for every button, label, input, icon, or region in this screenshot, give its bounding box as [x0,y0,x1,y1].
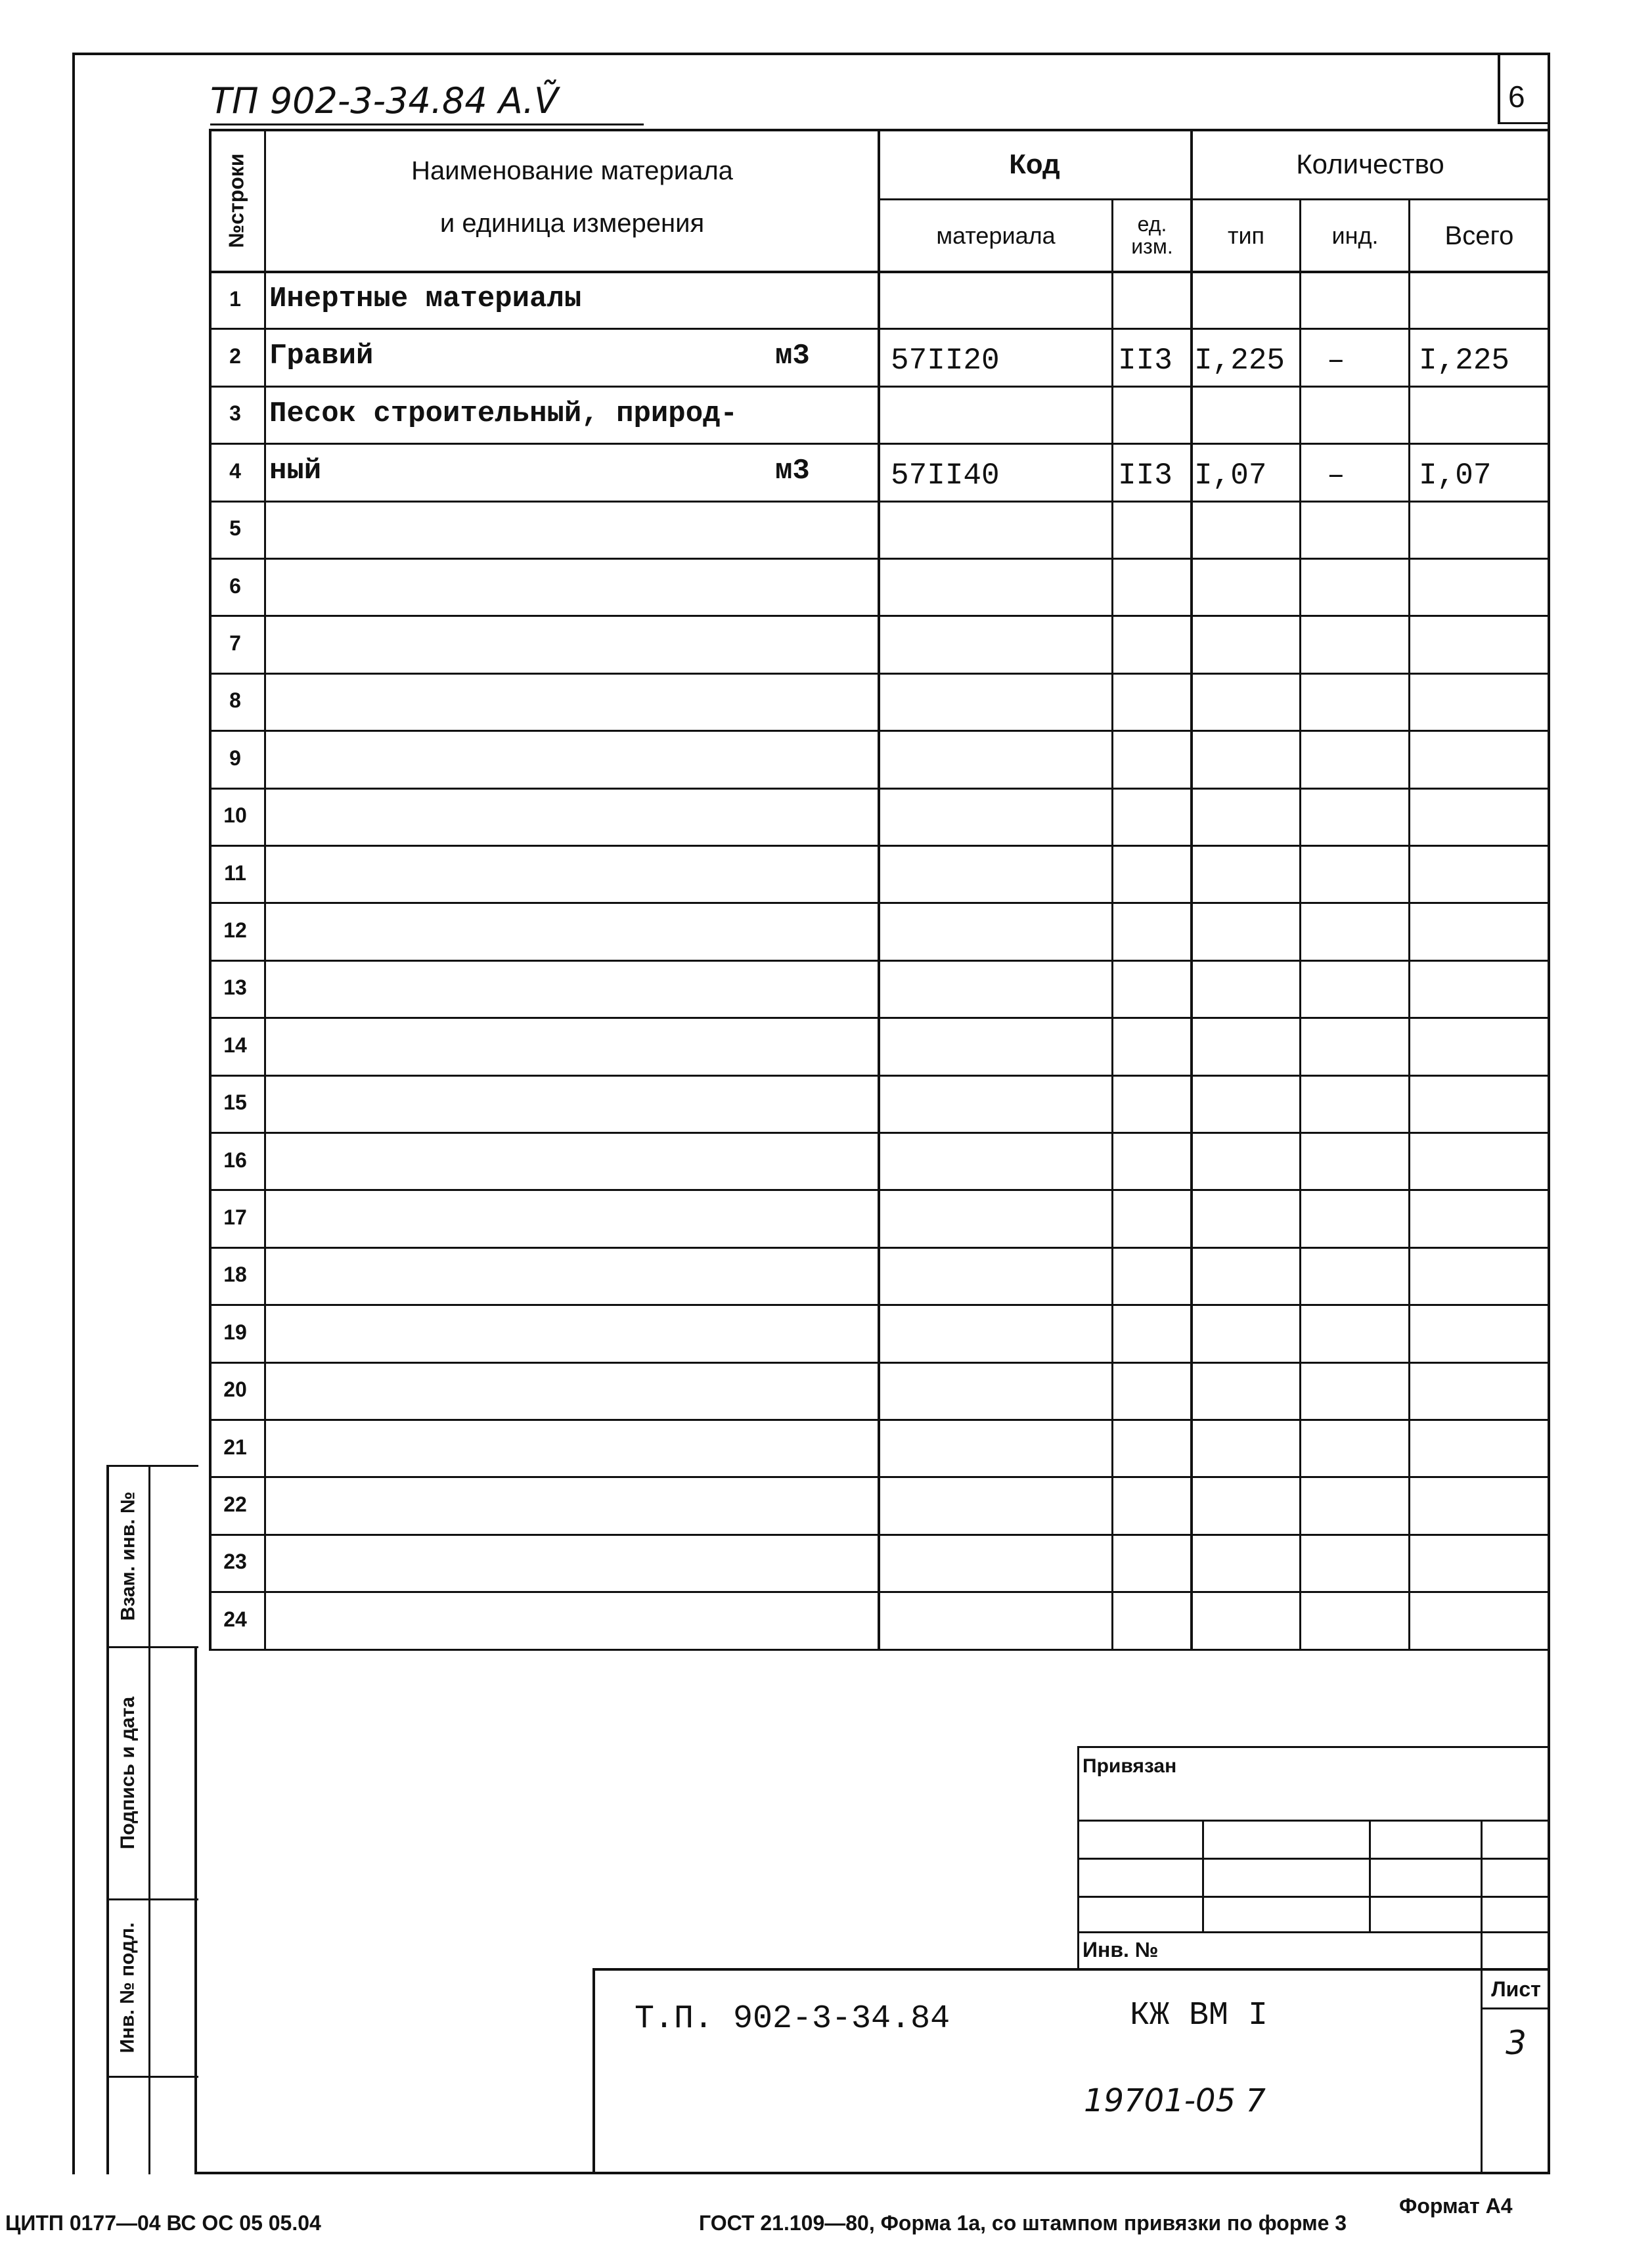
row-number: 21 [223,1435,247,1459]
row-number: 10 [223,803,247,828]
row-number: 18 [223,1263,247,1287]
margin-podpis-data: Подпись и дата [117,1696,139,1850]
page-number: 6 [1508,79,1525,114]
col-name-header-line1: Наименование материала [411,156,733,185]
material-code: 57II40 [891,459,1000,493]
archive-number: 19701-05 7 [1084,2082,1266,2119]
row-number: 15 [223,1090,247,1115]
title-block-code: Т.П. 902-3-34.84 [635,2000,950,2038]
col-code-header: Код [1009,148,1060,179]
privyazan-label: Привязан [1083,1755,1177,1777]
sheet-number: 3 [1506,2024,1527,2062]
qty-ind: – [1327,459,1345,493]
col-name-header-line2: и единица измерения [439,208,705,238]
frame-right [1548,53,1550,2174]
row-number: 23 [223,1550,247,1574]
row-number: 9 [229,746,241,770]
row-number: 20 [223,1378,247,1402]
unit-of-measure: м3 [775,340,810,373]
row-number: 24 [223,1607,247,1631]
col-qty-total-header: Всего [1444,221,1514,250]
col-row-number-header: №строки [224,153,248,248]
row-number: 4 [229,459,241,483]
qty-type: I,07 [1194,459,1267,493]
qty-total: I,07 [1419,459,1492,493]
row-number: 14 [223,1033,247,1057]
frame-left [72,53,75,2174]
unit-of-measure: м3 [775,455,810,488]
frame-top [72,53,1550,55]
col-code-unit-header: ед. изм. [1131,212,1173,258]
qty-ind: – [1327,344,1345,378]
row-number: 6 [229,573,241,598]
col-quantity-header: Количество [1296,148,1444,179]
unit-code: II3 [1118,459,1172,493]
title-block-mark: КЖ ВМ I [1130,1997,1268,2034]
qty-type: I,225 [1194,344,1285,378]
material-code: 57II20 [891,344,1000,378]
doc-code: ТП 902-3-34.84 А.Ṽ [210,80,558,122]
row-number: 22 [223,1492,247,1516]
row-number: 7 [229,631,241,655]
footer-left-code: ЦИТП 0177—04 ВС ОС 05 05.04 [5,2211,321,2235]
row-number: 8 [229,688,241,713]
format-label: Формат А4 [1399,2194,1513,2218]
row-number: 5 [229,516,241,541]
row-number: 19 [223,1320,247,1344]
qty-total: I,225 [1419,344,1510,378]
material-name: Песок строительный, природ- [269,397,738,430]
row-number: 12 [223,918,247,942]
col-qty-ind-header: инд. [1331,222,1379,249]
row-number: 13 [223,975,247,1000]
row-number: 17 [223,1205,247,1229]
row-number: 1 [229,286,241,311]
row-number: 16 [223,1148,247,1172]
col-qty-type-header: тип [1227,222,1265,249]
margin-inv-podl: Инв. № подл. [117,1922,139,2053]
row-number: 3 [229,401,241,426]
material-name: Инертные материалы [269,282,582,315]
material-name: ный [269,455,322,488]
row-number: 2 [229,344,241,368]
margin-vzam-inv: Взам. инв. № [117,1491,139,1621]
inv-no-label: Инв. № [1083,1938,1159,1962]
unit-code: II3 [1118,344,1172,378]
footer-gost: ГОСТ 21.109—80, Форма 1а, со штампом привязки по форме 3 [699,2211,1347,2235]
sheet-label: Лист [1491,1977,1541,2001]
row-number: 11 [224,861,246,885]
material-name: Гравий [269,340,374,373]
col-code-material-header: материала [936,222,1056,249]
